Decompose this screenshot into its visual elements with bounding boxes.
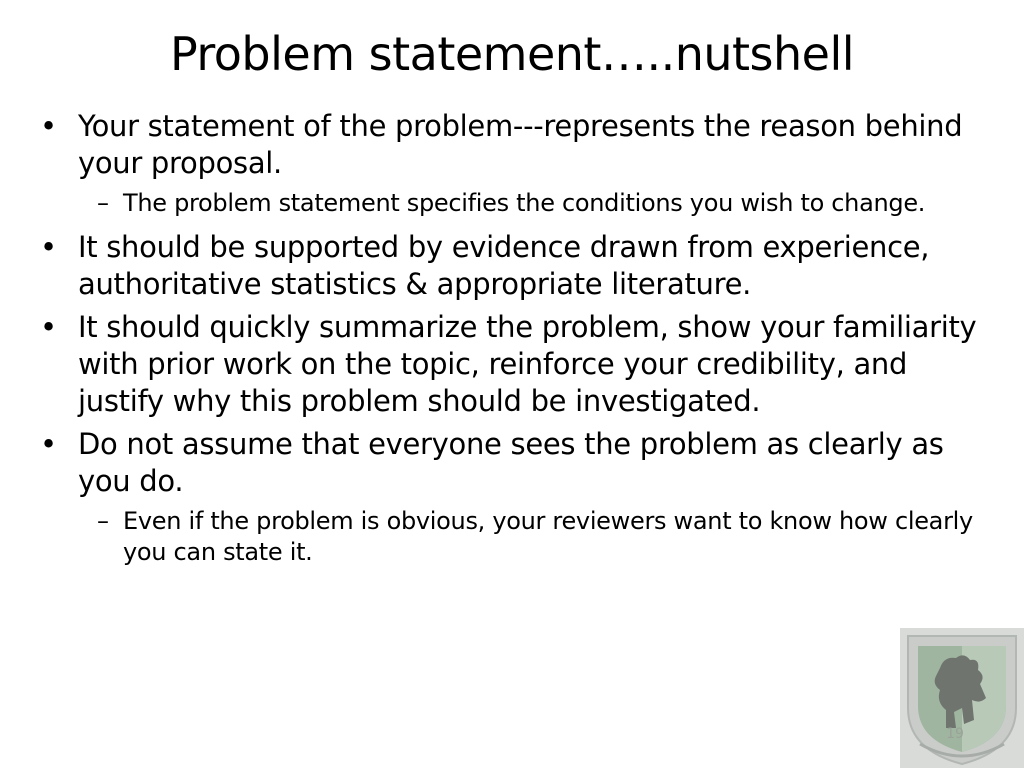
bullet-1: • Your statement of the problem---represents the reason behind your proposal. (40, 108, 980, 182)
slide-content (40, 108, 980, 578)
bullet-2: • It should be supported by evidence drawn from experience, authoritative statistics & appropriate literature. (40, 229, 980, 303)
dash-marker: – (97, 507, 109, 535)
dash-marker: – (97, 189, 109, 217)
bullet-3: • It should quickly summarize the problem, show your familiarity with prior work on the topic, reinforce your credibility, and justify why this problem should be investigated. (40, 309, 980, 420)
sub-bullet-text: The problem statement specifies the conditions you wish to change. (123, 189, 926, 217)
sub-bullet-text: Even if the problem is obvious, your reviewers want to know how clearly you can state it. (123, 507, 973, 566)
page-number: 19 (946, 726, 964, 742)
bullet-4: • Do not assume that everyone sees the problem as clearly as you do. (40, 426, 980, 500)
university-crest-icon (900, 628, 1024, 768)
sub-bullet-4-1 (97, 506, 980, 568)
slide-title: Problem statement…..nutshell (169, 27, 855, 81)
sub-bullet-1-1 (97, 188, 980, 219)
